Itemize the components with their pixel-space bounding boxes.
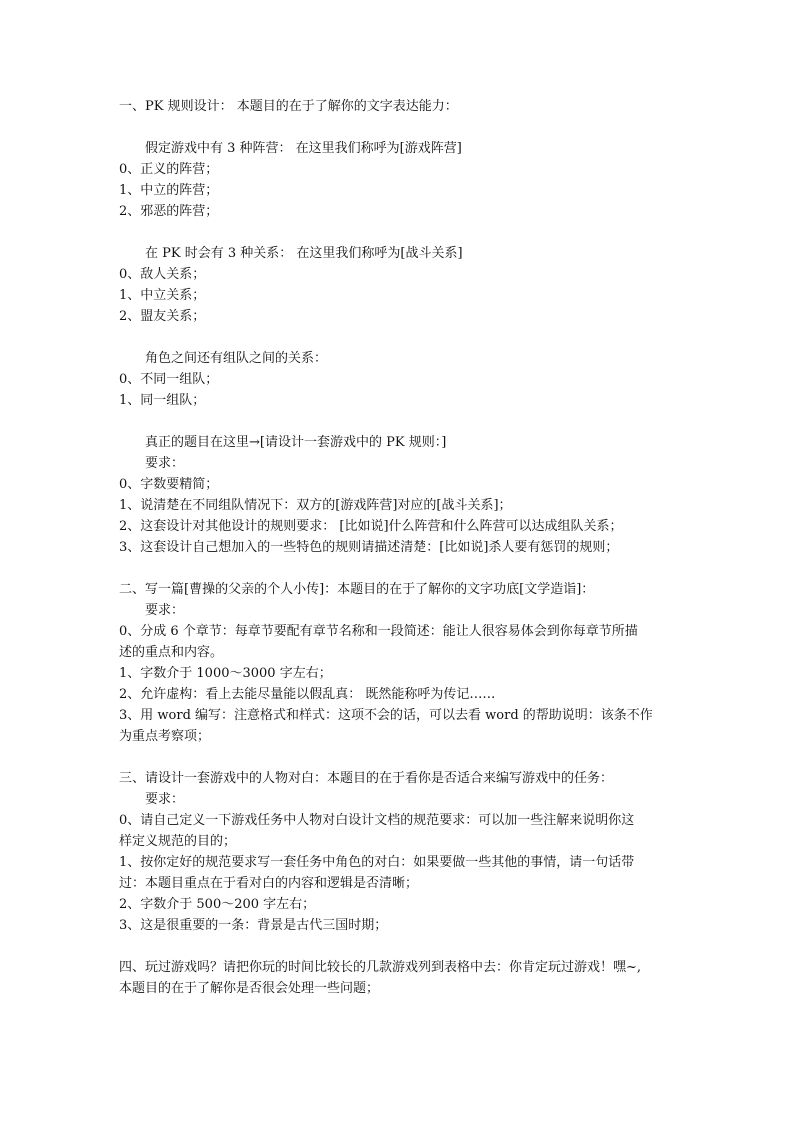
paragraph-line: 2、允许虚构：看上去能尽量能以假乱真： 既然能称呼为传记…… [119,687,496,702]
requirements-label: 要求： [145,603,185,618]
list-item: 1、中立关系； [119,288,206,303]
list-item: 0、敌人关系； [119,267,206,282]
list-item: 0、不同一组队； [119,372,219,387]
paragraph-line: 本题目的在于了解你是否很会处理一些问题； [119,981,380,996]
document-body [119,96,679,999]
team-intro: 角色之间还有组队之间的关系： [145,351,328,366]
section1-heading: 一、PK 规则设计： 本题目的在于了解你的文字表达能力： [119,99,458,114]
requirements-label: 要求： [145,792,185,807]
paragraph-line: 2、字数介于 500～200 字左右； [119,897,316,912]
spacer [119,936,679,957]
list-item: 0、正义的阵营； [119,162,219,177]
spacer [119,747,679,768]
paragraph-line: 1、按你定好的规范要求写一套任务中角色的对白：如果要做一些其他的事情，请一句话带 [119,855,635,870]
section4-heading: 四、玩过游戏吗？请把你玩的时间比较长的几款游戏列到表格中去：你肯定玩过游戏！嘿~, [119,960,642,975]
list-item: 1、同一组队； [119,393,206,408]
list-item: 3、这套设计自己想加入的一些特色的规则请描述清楚：[比如说]杀人要有惩罚的规则； [119,540,619,555]
paragraph-line: 0、请自己定义一下游戏任务中人物对白设计文档的规范要求：可以加一些注解来说明你这 [119,813,635,828]
paragraph-line: 为重点考察项； [119,729,211,744]
spacer [119,222,679,243]
requirements-label: 要求： [145,456,185,471]
camp-intro: 假定游戏中有 3 种阵营： 在这里我们称呼为[游戏阵营] [145,141,462,156]
paragraph-line: 1、字数介于 1000～3000 字左右； [119,666,332,681]
spacer [119,117,679,138]
paragraph-line: 3、用 word 编写：注意格式和样式：这项不会的话，可以去看 word 的帮助说明：该条不作 [119,708,653,723]
spacer [119,411,679,432]
question-text: 真正的题目在这里→[请设计一套游戏中的 PK 规则：] [145,435,447,450]
list-item: 1、说清楚在不同组队情况下：双方的[游戏阵营]对应的[战斗关系]； [119,498,512,513]
list-item: 2、邪恶的阵营； [119,204,219,219]
spacer [119,558,679,579]
section3-heading: 三、请设计一套游戏中的人物对白：本题目的在于看你是否适合来编写游戏中的任务： [119,771,614,786]
paragraph-line: 过：本题目重点在于看对白的内容和逻辑是否清晰； [119,876,419,891]
list-item: 2、这套设计对其他设计的规则要求： [比如说]什么阵营和什么阵营可以达成组队关系； [119,519,623,534]
paragraph-line: 样定义规范的目的； [119,834,237,849]
spacer [119,327,679,348]
relation-intro: 在 PK 时会有 3 种关系： 在这里我们称呼为[战斗关系] [145,246,463,261]
list-item: 2、盟友关系； [119,309,206,324]
list-item: 0、字数要精简； [119,477,219,492]
paragraph-line: 3、这是很重要的一条：背景是古代三国时期； [119,918,388,933]
paragraph-line: 述的重点和内容。 [119,645,224,660]
list-item: 1、中立的阵营； [119,183,219,198]
section2-heading: 二、写一篇[曹操的父亲的个人小传]：本题目的在于了解你的文字功底[文学造诣]： [119,582,595,597]
paragraph-line: 0、分成 6 个章节：每章节要配有章节名称和一段简述：能让人很容易体会到你每章节所描 [119,624,638,639]
